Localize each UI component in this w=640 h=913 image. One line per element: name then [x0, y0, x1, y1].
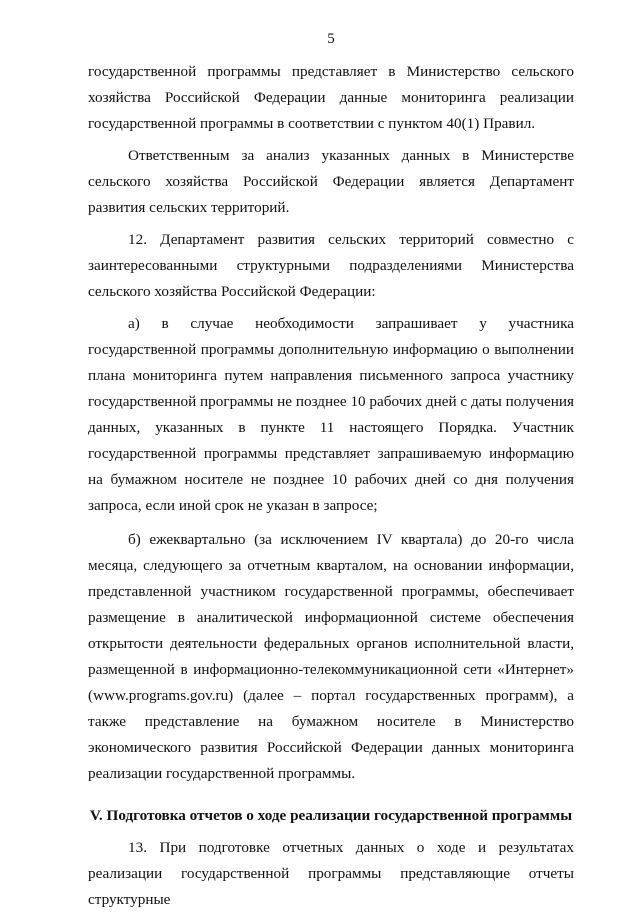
section-heading-v: V. Подготовка отчетов о ходе реализации государственной программы [89, 807, 573, 824]
paragraph-item-13: 13. При подготовке отчетных данных о ходе и результатах реализации государственной программы представляющие отчеты структурные [88, 839, 574, 908]
paragraph-subitem-b: б) ежеквартально (за исключением IV квартала) до 20-го числа месяца, следующего за отчетным кварталом, на основании информации, представленной участником государственной программы, обеспечивает размещение в аналитической информационной системе обеспечения открытости деятельности федеральных органов исполнительной власти, размещенной в информационно-телекоммуникационной сети «Интернет» (www.programs.gov.ru) (далее – портал государственных программ), а также представление на бумажном носителе в Министерство экономического развития Российской Федерации данных мониторинга реализации государственной программы. [88, 531, 574, 782]
page-number: 5 [327, 31, 335, 47]
paragraph-responsible: Ответственным за анализ указанных данных в Министерстве сельского хозяйства Российской Федерации является Департамент развития сельских территорий. [88, 147, 574, 216]
document-body [88, 59, 574, 913]
paragraph-item-12: 12. Департамент развития сельских территорий совместно с заинтересованными структурными подразделениями Министерства сельского хозяйства Российской Федерации: [88, 231, 574, 300]
paragraph-subitem-a: а) в случае необходимости запрашивает у участника государственной программы дополнительную информацию о выполнении плана мониторинга путем направления письменного запроса участнику государственной программы не позднее 10 рабочих дней с даты получения данных, указанных в пункте 11 настоящего Порядка. Участник государственной программы представляет запрашиваемую информацию на бумажном носителе не позднее 10 рабочих дней со дня получения запроса, если иной срок не указан в запросе; [88, 315, 574, 514]
paragraph-continuation: государственной программы представляет в Министерство сельского хозяйства Российской Федерации данные мониторинга реализации государственной программы в соответствии с пунктом 40(1) Правил. [88, 63, 574, 132]
document-page [88, 0, 574, 908]
